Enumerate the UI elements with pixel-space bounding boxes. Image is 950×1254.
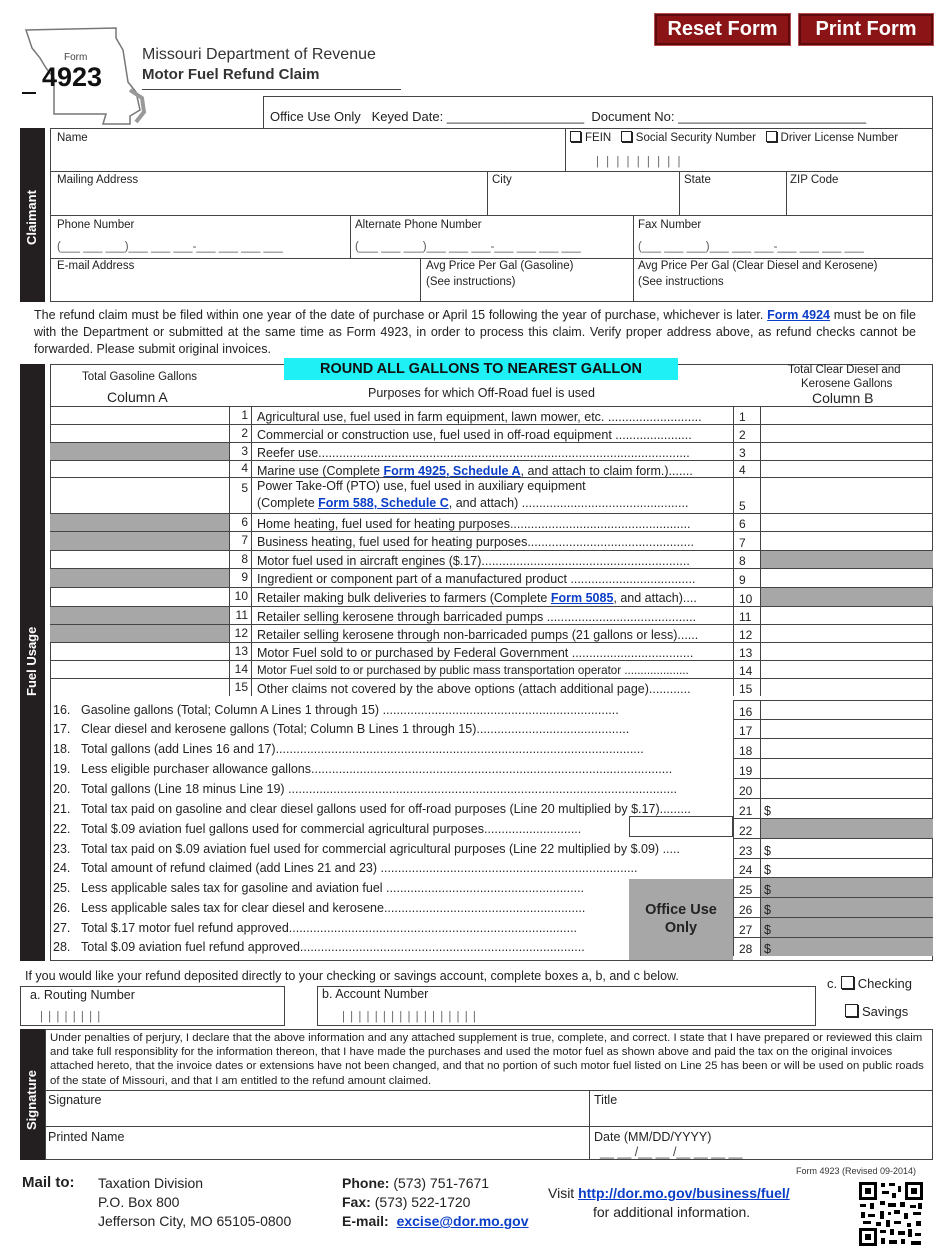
purposes-label: Purposes for which Off-Road fuel is used [368,386,595,400]
total-line-box-number: 27 [733,917,761,937]
savings-option [845,1004,908,1019]
phone-input[interactable]: (___ ___ ___)___ ___ ___-___ ___ ___ ___ [57,241,283,253]
alt-phone-label: Alternate Phone Number [355,219,482,231]
col-a-input-line-6 [50,514,230,531]
col-a-input-line-9 [50,569,230,587]
checking-option [827,976,912,991]
total-line-row [50,798,933,818]
signature-vrule [589,1090,590,1160]
signature-rule-1 [45,1090,933,1091]
dollar-sign: $ [764,923,771,937]
account-number-ticks: | | | | | | | | | | | | | | | | | [342,1011,477,1023]
col-a-label: Column A [107,389,168,405]
form-link[interactable]: Form 588, Schedule C [318,496,449,510]
col-b-input-line-7[interactable] [761,532,933,550]
fuel-line-row [50,678,933,696]
total-line-row [50,719,933,738]
address-line-3: Jefferson City, MO 65105-0800 [98,1213,292,1229]
col-b-input-line-6[interactable] [761,514,933,531]
fuel-line-row [50,642,933,660]
total-line-box-number: 25 [733,877,761,897]
total-line-row [50,897,933,917]
claimant-rule-1 [50,171,933,172]
line-number-right: 10 [733,588,761,606]
print-form-button[interactable]: Print Form [799,14,933,45]
line-description: Reefer use........................................................................................................... [257,446,690,460]
line-number-right: 12 [733,625,761,642]
ssn-label: Social Security Number [635,132,756,144]
total-line-row [50,838,933,858]
phone-label: Phone Number [57,219,135,231]
fuel-usage-side-label: Fuel Usage [24,626,39,696]
col-b-input-line-2[interactable] [761,425,933,442]
total-line-box-number: 21 [733,798,761,818]
total-line-number: 24. [53,861,71,875]
dollar-sign: $ [764,903,771,917]
fax-input[interactable]: (___ ___ ___)___ ___ ___-___ ___ ___ ___ [638,241,864,253]
line-22-input[interactable] [629,816,733,837]
total-line-description: Total tax paid on $.09 aviation fuel used for commercial agricultural purposes (Line 22 multiplied by $.09) ..... [81,842,680,856]
fuel-line-row [50,406,933,424]
total-line-number: 20. [53,782,71,796]
mail-address [98,1174,291,1231]
col-a-input-line-10[interactable] [50,588,230,606]
round-gallons-banner: ROUND ALL GALLONS TO NEAREST GALLON [284,358,678,380]
routing-number-ticks: | | | | | | | | [40,1011,102,1023]
total-line-box-number: 23 [733,838,761,858]
line-description: Business heating, fuel used for heating purposes................................................ [257,535,695,549]
fuel-line-row [50,460,933,477]
revised-note: Form 4923 (Revised 09-2014) [796,1166,917,1176]
col-a-input-line-14[interactable] [50,661,230,678]
avg-gas-label: Avg Price Per Gal (Gasoline) [426,260,574,272]
header-tick [22,92,36,94]
col-b-input-line-3[interactable] [761,443,933,460]
line-number-left: 15 [230,679,252,696]
fein-checkbox[interactable] [570,131,581,142]
fuel-line-row [50,513,933,531]
form-link[interactable]: Form 5085 [550,591,614,605]
dollar-sign: $ [764,844,771,858]
fuel-lines-area [50,406,933,700]
line-number-left: 12 [230,625,252,642]
line-number-left: 11 [230,607,252,624]
total-line-description: Total $.17 motor fuel refund approved................................................................................... [81,921,578,935]
claimant-vrule-id [565,128,566,171]
total-line-row [50,758,933,778]
id-type-options [570,131,898,144]
total-line-box-number: 24 [733,858,761,877]
col-b-input-line-15[interactable] [761,679,933,696]
dollar-sign: $ [764,804,771,818]
total-line-number: 28. [53,940,71,954]
signature-rule-2 [45,1126,933,1127]
line-number-left: 2 [230,425,252,442]
claimant-rule-2 [50,215,933,216]
total-line-row [50,937,933,956]
total-line-number: 27. [53,921,71,935]
line-number-left: 14 [230,661,252,678]
total-line-box-number: 18 [733,738,761,758]
total-line-value-27[interactable] [761,917,933,937]
fuel-line-row [50,660,933,678]
dl-label: Driver License Number [780,132,899,144]
line-description: Commercial or construction use, fuel used in off-road equipment ...................... [257,428,692,442]
fuel-line-row [50,606,933,624]
office-use-only-label: Office Use Only [645,902,717,936]
office-use-line [270,109,866,124]
fuel-line-row [50,587,933,606]
claimant-vrule-altphone [350,215,351,258]
col-b-input-line-1[interactable] [761,407,933,424]
total-line-value-17[interactable] [761,719,933,738]
total-line-value-28[interactable] [761,937,933,956]
ssn-checkbox[interactable] [621,131,632,142]
total-line-value-26[interactable] [761,897,933,917]
line-description-part: , and attach) ................................................ [448,496,689,510]
name-input[interactable] [57,148,562,168]
total-line-description: Total amount of refund claimed (add Lines 21 and 23) .......................................................................... [81,861,638,875]
claimant-vrule-zip [786,171,787,215]
total-line-box-number: 16 [733,700,761,719]
total-line-description: Total $.09 aviation fuel gallons used for commercial agricultural purposes............................ [81,822,582,836]
total-line-description: Less applicable sales tax for clear diesel and kerosene.......................................................... [81,901,586,915]
col-b-input-line-9[interactable] [761,569,933,587]
total-line-value-18[interactable] [761,738,933,758]
line-number-right: 14 [733,661,761,678]
col-b-label: Column B [812,390,874,406]
fuel-line-row [50,550,933,568]
total-line-description: Less applicable sales tax for gasoline and aviation fuel ......................................................... [81,881,585,895]
fuel-line-row [50,568,933,587]
printed-name-label: Printed Name [48,1130,125,1144]
line-description [257,590,697,606]
email-link[interactable]: excise@dor.mo.gov [396,1213,529,1229]
line-number-left: 5 [230,478,252,513]
line-description: Ingredient or component part of a manufactured product .................................... [257,572,696,586]
name-label: Name [57,132,88,144]
claimant-rule-3 [50,258,933,259]
fax-footer-label: Fax: [342,1194,371,1210]
col-a-input-line-2[interactable] [50,425,230,442]
total-line-description: Clear diesel and kerosene gallons (Total; Column B Lines 1 through 15)............................................ [81,722,630,736]
claimant-vrule-fax [633,215,634,302]
id-number-input[interactable]: | | | | | | | | | [596,156,683,168]
mailing-address-label: Mailing Address [57,174,139,186]
savings-label: Savings [862,1004,909,1019]
line-description: Other claims not covered by the above options (attach additional page)............ [257,682,691,696]
col-b-input-line-13[interactable] [761,643,933,660]
total-line-box-number: 22 [733,818,761,838]
city-label: City [492,174,512,186]
line-description: Motor Fuel sold to or purchased by public mass transportation operator .................... [257,664,689,677]
line-description-part: , and attach to claim form.)....... [520,464,693,478]
line-number-right: 8 [733,551,761,568]
visit-label: Visit [548,1185,575,1201]
avg-diesel-label: Avg Price Per Gal (Clear Diesel and Kerosene) [638,260,878,272]
dollar-sign: $ [764,942,771,956]
line-number-left: 4 [230,461,252,477]
document-no-field[interactable]: Document No: __________________________ [591,109,867,124]
line-number-left: 8 [230,551,252,568]
website-link[interactable]: http://dor.mo.gov/business/fuel/ [578,1185,790,1201]
contact-block [342,1174,529,1231]
total-line-value-25[interactable] [761,877,933,897]
office-use-only-box [629,879,733,960]
phone-footer: (573) 751-7671 [393,1175,490,1191]
col-a-input-line-1[interactable] [50,407,230,424]
fuel-totals-area [50,700,933,961]
total-line-value-22 [761,818,933,838]
line-number-left: 1 [230,407,252,424]
fuel-line-row [50,477,933,513]
col-b-input-line-8 [761,551,933,568]
total-line-row [50,778,933,798]
avg-diesel-sub: (See instructions [638,276,724,288]
line-description-part [257,495,688,512]
total-line-row [50,700,933,719]
form-number: 4923 [42,62,103,92]
office-use-prefix: Office Use Only [270,109,361,124]
col-b-input-line-5[interactable] [761,478,933,513]
form-title: Motor Fuel Refund Claim [142,66,320,83]
col-b-head-1: Total Clear Diesel and [788,364,901,376]
signature-side-label: Signature [24,1070,39,1130]
mail-to-label: Mail to: [22,1174,75,1191]
checking-label: Checking [857,976,912,991]
line-description: Home heating, fuel used for heating purposes.................................................... [257,517,691,531]
line-description-part: Marine use (Complete [257,464,384,478]
notice-paragraph [34,307,916,358]
total-line-box-number: 20 [733,778,761,798]
col-b-head-2: Kerosene Gallons [801,378,893,390]
fax-label: Fax Number [638,219,702,231]
total-line-description: Gasoline gallons (Total; Column A Lines 1 through 15) .................................................................... [81,703,619,717]
total-line-description: Total gallons (add Lines 16 and 17).......................................................................................................... [81,742,644,756]
fuel-line-row [50,442,933,460]
total-line-value-20[interactable] [761,778,933,798]
fuel-line-row [50,424,933,442]
total-line-row [50,818,933,838]
form-label: Form [64,52,88,63]
form-link[interactable]: Form 4925, Schedule A [383,464,521,478]
line-description: Motor fuel used in aircraft engines ($.17)............................................................ [257,554,690,568]
email-footer-label: E-mail: [342,1213,389,1229]
total-line-value-24[interactable] [761,858,933,877]
col-a-input-line-8[interactable] [50,551,230,568]
col-b-input-line-10 [761,588,933,606]
address-line-2: P.O. Box 800 [98,1194,180,1210]
total-line-description: Total tax paid on gasoline and clear diesel gallons used for off-road purposes (Line 20 multiplied by $.17)......... [81,802,691,816]
line-number-right: 6 [733,514,761,531]
col-b-input-line-14[interactable] [761,661,933,678]
col-b-input-line-11[interactable] [761,607,933,624]
total-line-number: 23. [53,842,71,856]
line-number-right: 3 [733,443,761,460]
state-label: State [684,174,711,186]
col-a-input-line-13[interactable] [50,643,230,660]
total-line-number: 16. [53,703,71,717]
total-line-value-16[interactable] [761,700,933,719]
option-c-label: c. [827,976,838,991]
declaration-text: Under penalties of perjury, I declare that the above information and any attached supplement is true, complete, and correct. I state that I have prepared or reviewed this claim and take full responsiblity for the information thereon, that I have made the purchases and used the motor fuel as shown above and paid the tax on the original invoices attached hereto, that the invoice dates or extensions have not been changed, and that no portion of such motor fuel listed on Line 25 has been or will be used on public roads of the state of Missouri, and that I am entitled to the refund amount claimed. [50,1032,924,1087]
date-label: Date (MM/DD/YYYY) [594,1130,712,1144]
savings-checkbox[interactable] [845,1004,858,1017]
total-line-description: Total $.09 aviation fuel refund approved.................................................................................. [81,940,585,954]
total-line-row [50,858,933,877]
line-number-right: 15 [733,679,761,696]
line-number-left: 13 [230,643,252,660]
total-line-row [50,877,933,897]
line-number-left: 9 [230,569,252,587]
dollar-sign: $ [764,883,771,897]
total-line-number: 18. [53,742,71,756]
fuel-line-row [50,624,933,642]
total-line-number: 25. [53,881,71,895]
line-number-left: 10 [230,588,252,606]
line-description: Retailer selling kerosene through non-barricaded pumps (21 gallons or less)...... [257,628,699,642]
avg-gas-sub: (See instructions) [426,276,516,288]
line-description [257,478,688,512]
fein-label: FEIN [585,132,612,144]
keyed-date-field[interactable]: Keyed Date: ___________________ [371,109,585,124]
total-line-description: Less eligible purchaser allowance gallons........................................................................................................ [81,762,673,776]
total-line-row [50,738,933,758]
line-number-right: 5 [733,478,761,513]
line-number-left: 7 [230,532,252,550]
fuel-line-row [50,531,933,550]
total-line-row [50,917,933,937]
col-a-input-line-15[interactable] [50,679,230,696]
reset-form-button[interactable]: Reset Form [655,14,790,45]
alt-phone-input[interactable]: (___ ___ ___)___ ___ ___-___ ___ ___ ___ [355,241,581,253]
account-number-label: b. Account Number [322,987,429,1001]
col-a-input-line-4[interactable] [50,461,230,477]
line-number-right: 13 [733,643,761,660]
zip-label: ZIP Code [790,174,839,186]
total-line-number: 26. [53,901,71,915]
col-a-input-line-11 [50,607,230,624]
dl-checkbox[interactable] [766,131,777,142]
line-number-right: 1 [733,407,761,424]
line-description-part: Power Take-Off (PTO) use, fuel used in auxiliary equipment [257,479,586,493]
more-info: for additional information. [593,1204,751,1220]
total-line-box-number: 26 [733,897,761,917]
total-line-value-23[interactable] [761,838,933,858]
claimant-vrule-city [487,171,488,215]
form-4924-link[interactable]: Form 4924 [767,308,830,322]
line-number-right: 9 [733,569,761,587]
line-number-right: 2 [733,425,761,442]
col-a-input-line-3 [50,443,230,460]
fax-footer: (573) 522-1720 [374,1194,471,1210]
col-a-head: Total Gasoline Gallons [82,371,198,383]
total-line-number: 17. [53,722,71,736]
claimant-vrule-avg [420,258,421,302]
visit-line [548,1185,790,1201]
col-a-input-line-5[interactable] [50,478,230,513]
total-line-value-21[interactable] [761,798,933,818]
total-line-number: 19. [53,762,71,776]
line-number-right: 4 [733,461,761,477]
notice-part-2: must be on file with the Department or submitted at the same time as Form 4923, in order to process this claim. Verify proper address above, as refund checks cannot be forwarded. Please submit original invoices. [34,308,917,356]
address-line-1: Taxation Division [98,1175,204,1191]
line-description: Agricultural use, fuel used in farm equipment, lawn mower, etc. ........................... [257,410,702,424]
claimant-vrule-state [679,171,680,215]
total-line-box-number: 19 [733,758,761,778]
line-number-right: 11 [733,607,761,624]
total-line-box-number: 28 [733,937,761,956]
total-line-number: 21. [53,802,71,816]
total-line-description: Total gallons (Line 18 minus Line 19) ................................................................................................................ [81,782,678,796]
line-description-part: , and attach).... [613,591,697,605]
line-number-left: 6 [230,514,252,531]
phone-footer-label: Phone: [342,1175,390,1191]
line-description-part: Retailer making bulk deliveries to farmers (Complete [257,591,551,605]
title-label: Title [594,1093,618,1107]
col-b-input-line-12[interactable] [761,625,933,642]
line-description-part: (Complete [257,496,319,510]
checking-checkbox[interactable] [841,976,854,989]
dollar-sign: $ [764,863,771,877]
col-a-input-line-7 [50,532,230,550]
line-description: Retailer selling kerosene through barricaded pumps ........................................... [257,610,697,624]
title-underline [142,89,401,90]
deposit-intro: If you would like your refund deposited directly to your checking or savings account, complete boxes a, b, and c below. [25,969,679,983]
signature-label: Signature [48,1093,102,1107]
notice-part-1: The refund claim must be filed within one year of the date of purchase or April 15 following the year of purchase, whichever is later. [34,308,764,322]
line-number-right: 7 [733,532,761,550]
line-description: Motor Fuel sold to or purchased by Federal Government ................................... [257,646,694,660]
total-line-box-number: 17 [733,719,761,738]
total-line-number: 22. [53,822,71,836]
claimant-side-label: Claimant [24,190,39,245]
line-number-left: 3 [230,443,252,460]
agency-name: Missouri Department of Revenue [142,46,376,63]
col-a-input-line-12 [50,625,230,642]
total-line-value-19[interactable] [761,758,933,778]
col-b-input-line-4[interactable] [761,461,933,477]
date-input[interactable]: __ __ /__ __ /__ __ __ __ [600,1145,743,1159]
qr-code-icon [858,1181,924,1247]
email-label: E-mail Address [57,260,135,272]
routing-number-label: a. Routing Number [30,988,135,1002]
